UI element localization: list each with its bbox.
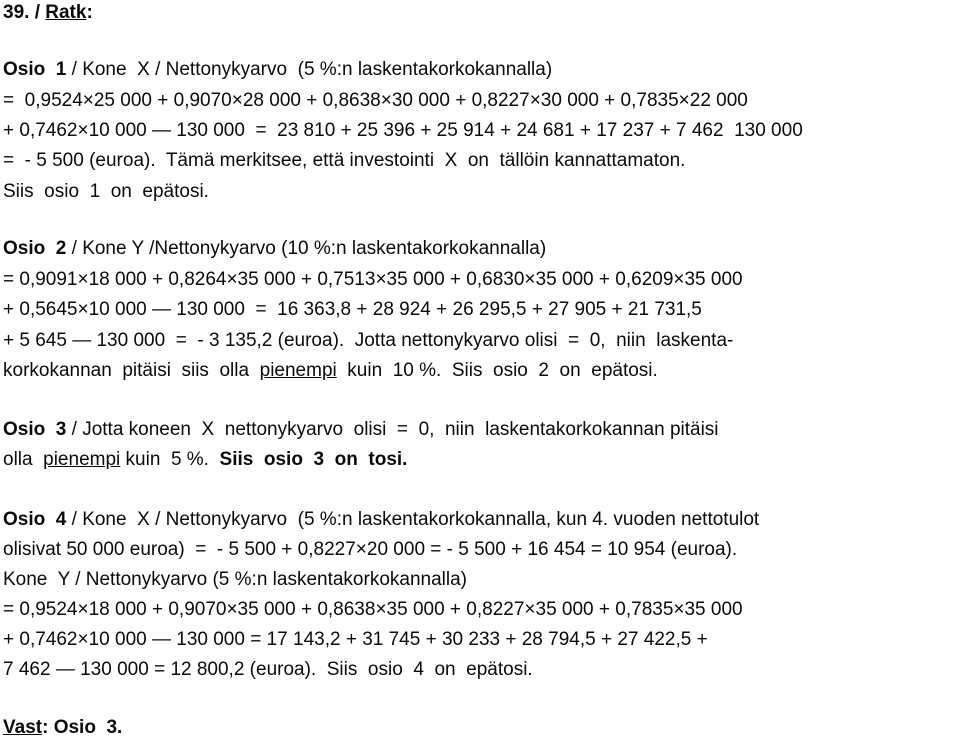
osio1-title-text: / Kone X / Nettonykyarvo (5 %:n laskentakorkokannalla) (66, 59, 553, 80)
osio2-line3: + 0,5645×10 000 — 130 000 = 16 363,8 + 28 924 + 26 295,5 + 27 905 + 21 731,5 (3, 299, 702, 320)
osio2-title (3, 237, 546, 260)
osio3-label: Osio 3 (3, 419, 67, 440)
osio4-line3: Kone Y / Nettonykyarvo (5 %:n laskentakorkokannalla) (3, 569, 467, 590)
osio1-line3: + 0,7462×10 000 — 130 000 = 23 810 + 25 396 + 25 914 + 24 681 + 17 237 + 7 462 130 000 (3, 120, 803, 141)
osio2-label: Osio 2 (3, 238, 67, 259)
osio2-line2: = 0,9091×18 000 + 0,8264×35 000 + 0,7513×35 000 + 0,6830×35 000 + 0,6209×35 000 (3, 269, 743, 290)
osio3-title-text: / Jotta koneen X nettonykyarvo olisi = 0, niin laskentakorkokannan pitäisi (66, 419, 719, 440)
header-separator: / (29, 2, 46, 23)
osio1-line2: = 0,9524×25 000 + 0,9070×28 000 + 0,8638×30 000 + 0,8227×30 000 + 0,7835×22 000 (3, 90, 748, 111)
problem-number: 39. (3, 2, 30, 23)
osio3-title (3, 418, 719, 441)
header-colon: : (86, 2, 93, 23)
osio1-line4: = - 5 500 (euroa). Tämä merkitsee, että investointi X on tällöin kannattamaton. (3, 150, 686, 171)
osio4-label: Osio 4 (3, 509, 67, 530)
answer-label: Vast (3, 717, 43, 738)
osio2-title-text: / Kone Y /Nettonykyarvo (10 %:n laskentakorkokannalla) (66, 238, 547, 259)
problem-header (3, 1, 93, 24)
solution-label: Ratk (45, 2, 87, 23)
answer-colon: : (42, 717, 49, 738)
osio3-line2 (3, 448, 407, 471)
osio1-line5: Siis osio 1 on epätosi. (3, 181, 209, 202)
final-answer (3, 716, 122, 739)
osio2-underlined-word: pienempi (259, 360, 337, 381)
osio2-line5 (3, 359, 658, 382)
osio4-line5: + 0,7462×10 000 — 130 000 = 17 143,2 + 31 745 + 30 233 + 28 794,5 + 27 422,5 + (3, 629, 708, 650)
osio3-line2-pre: olla (3, 449, 44, 470)
answer-value: Osio 3. (48, 717, 123, 738)
osio3-line2-mid: kuin 5 %. (120, 449, 220, 470)
osio2-line5-pre: korkokannan pitäisi siis olla (3, 360, 260, 381)
osio2-line4: + 5 645 — 130 000 = - 3 135,2 (euroa). Jotta nettonykyarvo olisi = 0, niin laskenta- (3, 330, 734, 351)
osio4-line2: olisivat 50 000 euroa) = - 5 500 + 0,8227×20 000 = - 5 500 + 16 454 = 10 954 (euroa). (3, 539, 738, 560)
osio3-conclusion: Siis osio 3 on tosi. (219, 449, 408, 470)
osio2-line5-post: kuin 10 %. Siis osio 2 on epätosi. (336, 360, 658, 381)
osio4-title-text: / Kone X / Nettonykyarvo (5 %:n laskentakorkokannalla, kun 4. vuoden nettotulot (66, 509, 760, 530)
osio4-line4: = 0,9524×18 000 + 0,9070×35 000 + 0,8638×35 000 + 0,8227×35 000 + 0,7835×35 000 (3, 599, 743, 620)
osio4-title (3, 508, 759, 531)
osio4-line6: 7 462 — 130 000 = 12 800,2 (euroa). Siis osio 4 on epätosi. (3, 659, 533, 680)
osio1-label: Osio 1 (3, 59, 67, 80)
osio1-title (3, 58, 552, 81)
osio3-underlined-word: pienempi (43, 449, 121, 470)
